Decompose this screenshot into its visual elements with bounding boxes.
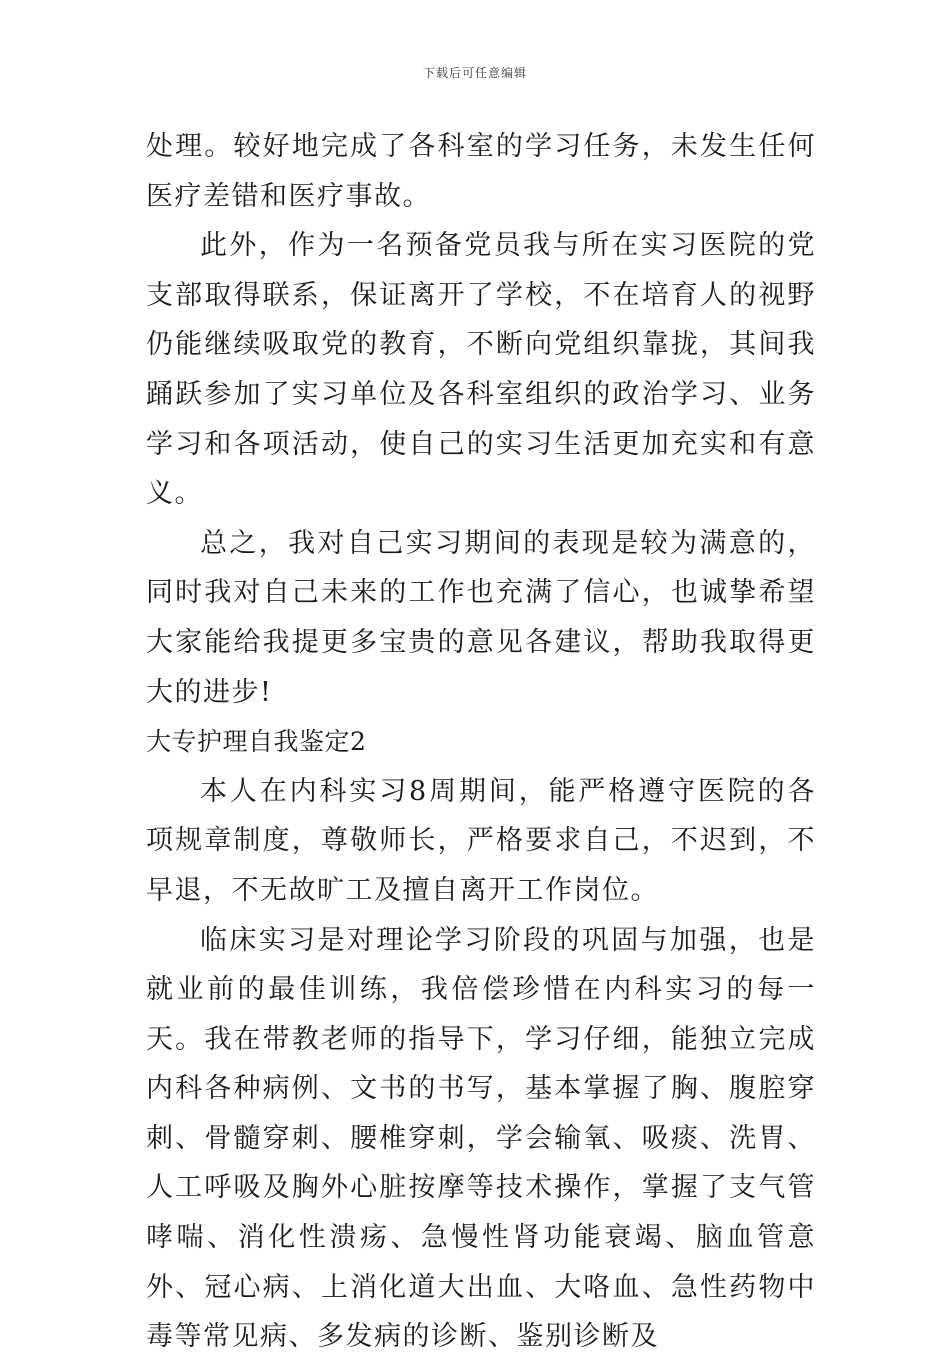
- header-note: 下载后可任意编辑: [422, 66, 527, 80]
- document-body: [146, 122, 816, 1362]
- paragraph-conclusion: 总之，我对自己实习期间的表现是较为满意的，同时我对自己未来的工作也充满了信心，也诚挚希望大家能给我提更多宝贵的意见各建议，帮助我取得更大的进步!: [146, 527, 816, 708]
- paragraph-internship-discipline: 本人在内科实习8周期间，能严格遵守医院的各项规章制度，尊敬师长，严格要求自己，不迟到，不早退，不无故旷工及擅自离开工作岗位。: [146, 775, 816, 906]
- section-heading: 大专护理自我鉴定2: [146, 727, 367, 757]
- paragraph-party-member: 此外，作为一名预备党员我与所在实习医院的党支部取得联系，保证离开了学校，不在培育人的视野仍能继续吸取党的教育，不断向党组织靠拢，其间我踊跃参加了实习单位及各科室组织的政治学习、业务学习和各项活动，使自己的实习生活更加充实和有意义。: [146, 230, 816, 510]
- paragraph-continuation: 处理。较好地完成了各科室的学习任务，未发生任何医疗差错和医疗事故。: [146, 131, 816, 212]
- paragraph-clinical-practice: 临床实习是对理论学习阶段的巩固与加强，也是就业前的最佳训练，我倍偿珍惜在内科实习的每一天。我在带教老师的指导下，学习仔细，能独立完成内科各种病例、文书的书写，基本掌握了胸、腹腔穿刺、骨髓穿刺、腰椎穿刺，学会输氧、吸痰、洗胃、人工呼吸及胸外心脏按摩等技术操作，掌握了支气管哮喘、消化性溃疡、急慢性肾功能衰竭、脑血管意外、冠心病、上消化道大出血、大咯血、急性药物中毒等常见病、多发病的诊断、鉴别诊断及: [146, 924, 816, 1353]
